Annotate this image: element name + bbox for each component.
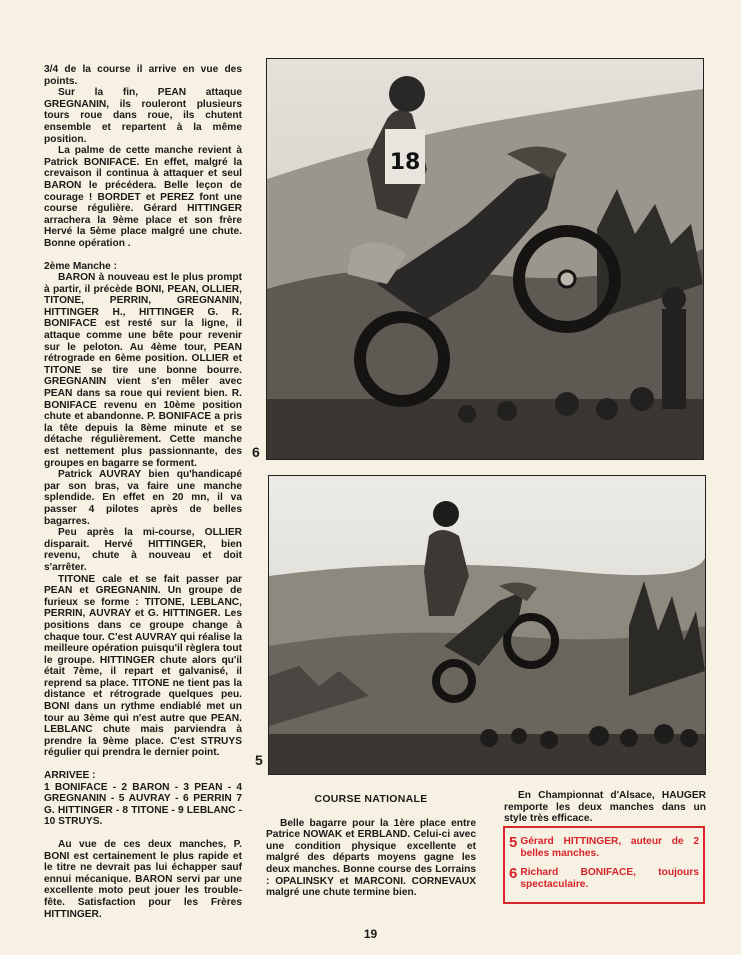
paragraph: Au vue de ces deux manches, P. BONI est certainement le plus rapide et le titre ne devrait pas lui échapper sauf ennui mécanique. BARON servi par une excellente moto peut jouer les trouble-fête. Satisfaction pour les Frères HITTINGER. bbox=[44, 839, 242, 920]
bib-number: 18 bbox=[389, 150, 421, 175]
photo-boniface-jump bbox=[266, 58, 704, 460]
paragraph: En Championnat d'Alsace, HAUGER remporte les deux manches dans un style très efficace. bbox=[504, 790, 706, 825]
results-heading: ARRIVEE : bbox=[44, 770, 96, 782]
photo-captions-box bbox=[503, 826, 705, 904]
motocross-photo-graphic bbox=[269, 476, 705, 774]
course-nationale-section bbox=[266, 794, 476, 899]
caption-item bbox=[509, 867, 699, 890]
section-title: COURSE NATIONALE bbox=[314, 793, 428, 805]
paragraph: Belle bagarre pour la 1ère place entre Patrice NOWAK et ERBLAND. Celui-ci avec une condition physique excellente et malgré des départs moyens gagne les deux manches. Bonne course des Lorrains : OPALINSKY et MARCONI. CORNEVAUX malgré une chute termine bien. bbox=[266, 817, 476, 899]
caption-number: 5 bbox=[509, 834, 518, 851]
alsace-section bbox=[504, 790, 706, 825]
figure-number: 6 bbox=[252, 444, 260, 460]
paragraph: BARON à nouveau est le plus prompt à partir, il précède BONI, PEAN, OLLIER, TITONE, PERRIN, GREGNANIN, HITTINGER H., HITTINGER G. R. BONIFACE est resté sur la ligne, il attaque comme une bête pour revenir sur le peloton. Au 4ème tour, PEAN rétrograde en 6ème position. OLLIER et TITONE se tire une bonne bourre. GREGNANIN vient s'en mêler avec PEAN dans sa roue qui revient bien. R. BONIFACE revenu en 10ème position chute et abandonne. P. BONIFACE a pris la tête depuis la 8ème minute et se détache régulièrement. Cette manche est nettement plus passionnante, des groupes en bagarre se forment. bbox=[44, 272, 242, 469]
caption-text: Richard BONIFACE, toujours spectaculaire. bbox=[520, 867, 699, 890]
paragraph: Sur la fin, PEAN attaque GREGNANIN, ils rouleront plusieurs tours roue dans roue, ils chutent ensemble et repartent à la même position. bbox=[44, 87, 242, 145]
photo-hittinger-jump bbox=[268, 475, 706, 775]
page-number: 19 bbox=[363, 927, 378, 941]
paragraph: 3/4 de la course il arrive en vue des points. bbox=[44, 64, 242, 87]
paragraph: TITONE cale et se fait passer par PEAN et GREGNANIN. Un groupe de furieux se forme : TITONE, LEBLANC, PERRIN, AUVRAY et G. HITTINGER. Les positions dans ce groupe change à chaque tour. C'est AUVRAY qui réalise la meilleure opération puisqu'il règlera tout le groupe. HITTINGER chute alors qu'il était 7ème, il repart et galvanisé, il reprend sa place. TITONE ne tient pas la distance et rétrograde quelques peu. BONI dans un rythme endiablé met un tour au 3ème qui n'est autre que PEAN. LEBLANC chute mais parviendra à prendre la 9ème place. C'est STRUYS régulier qui prendra le dernier point. bbox=[44, 573, 242, 759]
paragraph: Patrick AUVRAY bien qu'handicapé par son bras, va faire une manche splendide. En effet en 20 mn, il va passer 4 pilotes après de belles bagarres. bbox=[44, 469, 242, 527]
figure-number: 5 bbox=[255, 752, 263, 768]
paragraph: La palme de cette manche revient à Patrick BONIFACE. En effet, malgré la crevaison il continua à attaquer et seul BARON le précédera. Belle leçon de courage ! BORDET et PEREZ font une course régulière. Gérard HITTINGER arrachera la 9ème place et son frère Hervé la 5ème place malgré une chute. Bonne opération . bbox=[44, 145, 242, 249]
left-article-column bbox=[44, 64, 242, 920]
results-list: 1 BONIFACE - 2 BARON - 3 PEAN - 4 GREGNANIN - 5 AUVRAY - 6 PERRIN 7 G. HITTINGER - 8 TITONE - 9 LEBLANC - 10 STRUYS. bbox=[44, 781, 242, 828]
caption-item bbox=[509, 836, 699, 859]
caption-text: Gérard HITTINGER, auteur de 2 belles manches. bbox=[520, 836, 699, 859]
motocross-photo-graphic bbox=[267, 59, 703, 459]
section-heading: 2ème Manche : bbox=[44, 260, 118, 272]
paragraph: Peu après la mi-course, OLLIER disparait. Hervé HITTINGER, bien revenu, chute à nouveau et doit s'arrêter. bbox=[44, 527, 242, 573]
caption-number: 6 bbox=[509, 865, 518, 883]
